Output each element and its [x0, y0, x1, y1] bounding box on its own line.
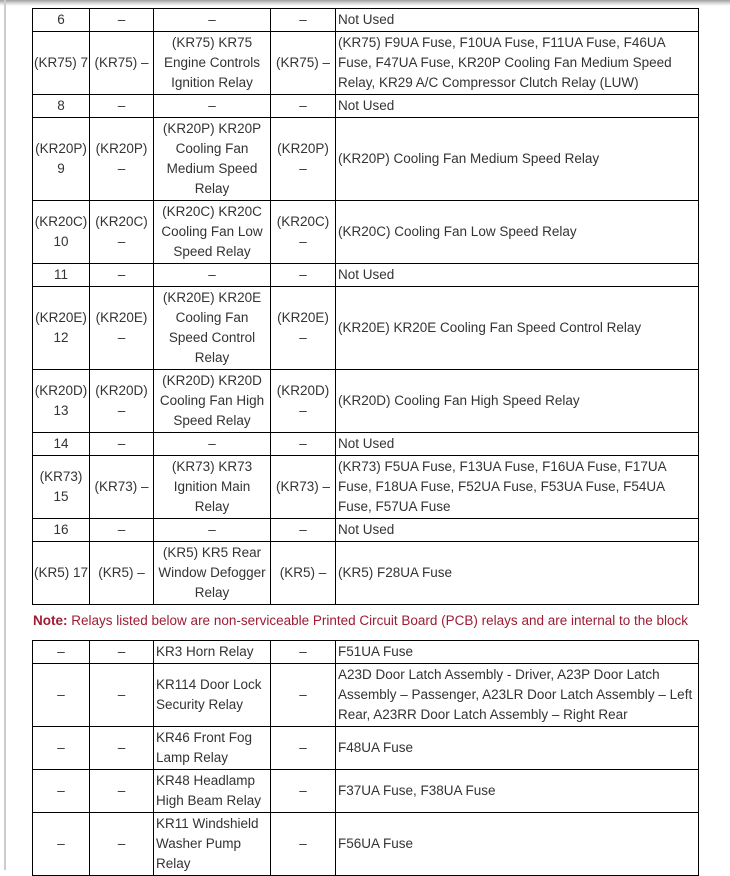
table-cell: 14 [33, 433, 90, 456]
table-cell: KR48 Headlamp High Beam Relay [154, 770, 271, 813]
table-cell: 8 [33, 95, 90, 118]
table-cell: – [90, 95, 154, 118]
table-cell: (KR20D) – [90, 370, 154, 433]
note-text: Relays listed below are non-serviceable Printed Circuit Board (PCB) relays and are internal to the block [67, 613, 689, 628]
table-cell: – [154, 519, 271, 542]
table-cell: – [33, 727, 90, 770]
table-cell: (KR75) F9UA Fuse, F10UA Fuse, F11UA Fuse, F46UA Fuse, F47UA Fuse, KR20P Cooling Fan Medium Speed Relay, KR29 A/C Compressor Clutch Relay (LUW) [336, 32, 699, 95]
table-cell: (KR73) – [271, 456, 336, 519]
table-row [33, 118, 699, 201]
table-cell: (KR20C) Cooling Fan Low Speed Relay [336, 201, 699, 264]
table-cell: – [271, 9, 336, 32]
table-cell: (KR5) – [271, 542, 336, 605]
table-cell: (KR20D) 13 [33, 370, 90, 433]
table-cell: – [90, 519, 154, 542]
table-cell: – [33, 770, 90, 813]
fuse-relay-table-lower [32, 640, 699, 876]
table-cell: (KR20P) Cooling Fan Medium Speed Relay [336, 118, 699, 201]
table-cell: (KR20D) Cooling Fan High Speed Relay [336, 370, 699, 433]
table-row [33, 456, 699, 519]
table-cell: (KR5) – [90, 542, 154, 605]
table-row [33, 9, 699, 32]
table-cell: (KR73) 15 [33, 456, 90, 519]
table-row [33, 264, 699, 287]
table-cell: – [90, 264, 154, 287]
table-cell: – [271, 641, 336, 664]
table-cell: – [154, 264, 271, 287]
table-cell: – [271, 264, 336, 287]
table-cell: (KR20E) KR20E Cooling Fan Speed Control Relay [336, 287, 699, 370]
table-cell: KR3 Horn Relay [154, 641, 271, 664]
fuse-relay-usage-section [32, 8, 698, 876]
table-row [33, 770, 699, 813]
table-row [33, 641, 699, 664]
table-cell: (KR20P) 9 [33, 118, 90, 201]
table-cell: (KR5) 17 [33, 542, 90, 605]
table-cell: (KR75) – [90, 32, 154, 95]
table-cell: (KR5) F28UA Fuse [336, 542, 699, 605]
table-cell: A23D Door Latch Assembly - Driver, A23P Door Latch Assembly – Passenger, A23LR Door Latch Assembly – Left Rear, A23RR Door Latch Assembly – Right Rear [336, 664, 699, 727]
note-label: Note: [33, 613, 68, 628]
page-edge-line [4, 0, 6, 870]
table-cell: (KR75) 7 [33, 32, 90, 95]
table-cell: – [33, 641, 90, 664]
table-row [33, 542, 699, 605]
table-cell: (KR20P) – [90, 118, 154, 201]
table-cell: F51UA Fuse [336, 641, 699, 664]
table-cell: (KR20C) – [90, 201, 154, 264]
table-cell: (KR20C) – [271, 201, 336, 264]
table-cell: KR11 Windshield Washer Pump Relay [154, 813, 271, 876]
table-cell: (KR73) KR73 Ignition Main Relay [154, 456, 271, 519]
table-cell: – [271, 95, 336, 118]
table-cell: – [90, 727, 154, 770]
table-cell: – [271, 519, 336, 542]
table-cell: F56UA Fuse [336, 813, 699, 876]
table-cell: – [33, 813, 90, 876]
table-cell: (KR20E) KR20E Cooling Fan Speed Control Relay [154, 287, 271, 370]
table-cell: (KR75) – [271, 32, 336, 95]
table-cell: 6 [33, 9, 90, 32]
table-cell: (KR20E) – [271, 287, 336, 370]
table-cell: (KR20D) – [271, 370, 336, 433]
table-cell: Not Used [336, 95, 699, 118]
fuse-relay-table-upper [32, 8, 699, 605]
table-cell: – [90, 433, 154, 456]
table-cell: F37UA Fuse, F38UA Fuse [336, 770, 699, 813]
table-cell: Not Used [336, 9, 699, 32]
table-row [33, 813, 699, 876]
table-cell: – [271, 727, 336, 770]
table-cell: (KR75) KR75 Engine Controls Ignition Relay [154, 32, 271, 95]
table-cell: F48UA Fuse [336, 727, 699, 770]
table-cell: – [154, 9, 271, 32]
table-cell: – [271, 433, 336, 456]
table-row [33, 287, 699, 370]
table-cell: KR114 Door Lock Security Relay [154, 664, 271, 727]
table-row [33, 32, 699, 95]
table-cell: (KR20P) – [271, 118, 336, 201]
table-cell: – [271, 770, 336, 813]
table-cell: – [154, 95, 271, 118]
table-cell: – [90, 770, 154, 813]
table-cell: (KR5) KR5 Rear Window Defogger Relay [154, 542, 271, 605]
table-cell: (KR20P) KR20P Cooling Fan Medium Speed Relay [154, 118, 271, 201]
table-row [33, 95, 699, 118]
pcb-relay-note [33, 610, 689, 631]
table-cell: (KR20C) KR20C Cooling Fan Low Speed Relay [154, 201, 271, 264]
table-cell: – [90, 641, 154, 664]
table-row [33, 519, 699, 542]
table-cell: – [33, 664, 90, 727]
table-cell: – [90, 664, 154, 727]
table-cell: – [271, 664, 336, 727]
table-cell: (KR73) – [90, 456, 154, 519]
table-cell: Not Used [336, 264, 699, 287]
table-cell: (KR20D) KR20D Cooling Fan High Speed Relay [154, 370, 271, 433]
table-cell: KR46 Front Fog Lamp Relay [154, 727, 271, 770]
table-cell: (KR20E) 12 [33, 287, 90, 370]
table-row [33, 664, 699, 727]
table-row [33, 370, 699, 433]
table-row [33, 201, 699, 264]
table-cell: – [271, 813, 336, 876]
table-cell: (KR20C) 10 [33, 201, 90, 264]
table-cell: (KR20E) – [90, 287, 154, 370]
table-cell: 16 [33, 519, 90, 542]
top-scrollbar-strip [0, 0, 730, 6]
table-cell: Not Used [336, 433, 699, 456]
table-cell: Not Used [336, 519, 699, 542]
table-row [33, 433, 699, 456]
table-cell: – [90, 9, 154, 32]
table-row [33, 727, 699, 770]
table-cell: 11 [33, 264, 90, 287]
table-cell: (KR73) F5UA Fuse, F13UA Fuse, F16UA Fuse, F17UA Fuse, F18UA Fuse, F52UA Fuse, F53UA Fuse, F54UA Fuse, F57UA Fuse [336, 456, 699, 519]
table-cell: – [154, 433, 271, 456]
table-cell: – [90, 813, 154, 876]
